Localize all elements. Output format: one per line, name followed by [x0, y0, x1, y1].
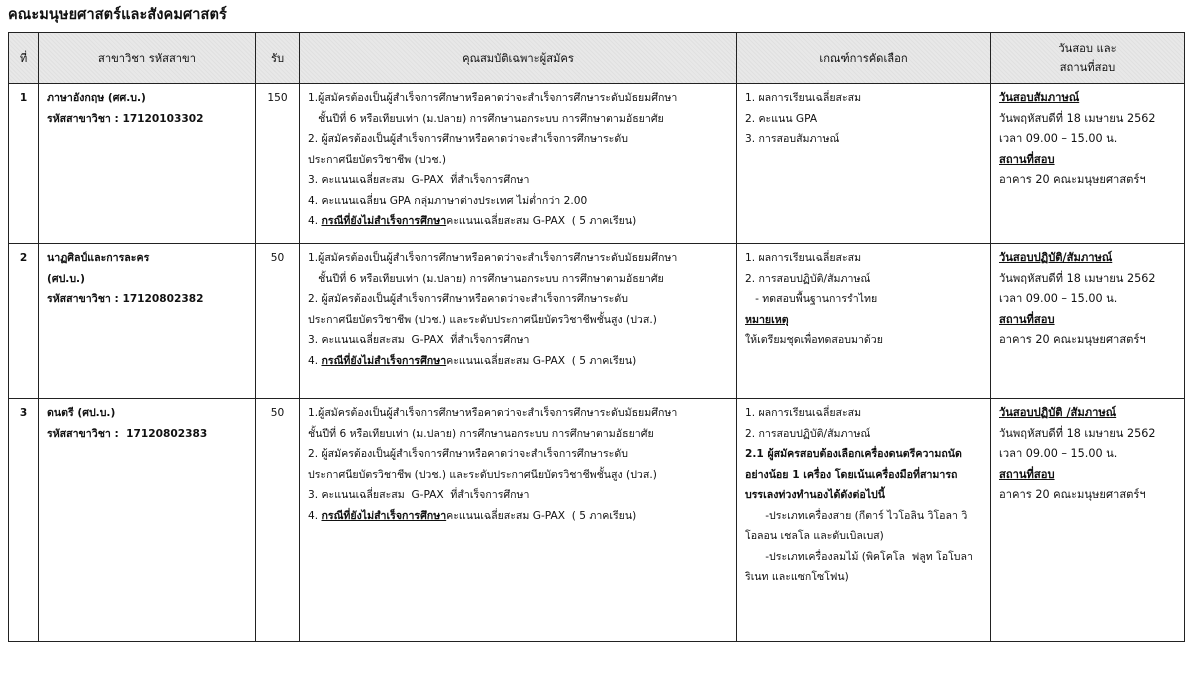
qual-line: ประกาศนียบัตรวิชาชีพ (ปวช.) และระดับประกาศนียบัตรวิชาชีพชั้นสูง (ปวส.)	[308, 313, 657, 326]
criteria-line: 2. การสอบปฏิบัติ/สัมภาษณ์	[745, 272, 871, 285]
qualifications-cell	[300, 244, 737, 399]
program-code: รหัสสาขาวิชา : 17120802383	[47, 427, 208, 440]
qual-last-rest: คะแนนเฉลี่ยสะสม G-PAX ( 5 ภาคเรียน)	[446, 354, 637, 367]
admission-table	[8, 32, 1185, 642]
qual-line: 3. คะแนนเฉลี่ยสะสม G-PAX ที่สำเร็จการศึกษา	[308, 334, 530, 346]
qual-last-underlined: กรณีที่ยังไม่สำเร็จการศึกษา	[321, 509, 447, 522]
qualifications-cell	[300, 84, 737, 244]
header-exam-line1: วันสอบ และ	[1058, 42, 1117, 55]
qual-line: 2. ผู้สมัครต้องเป็นผู้สำเร็จการศึกษาหรือคาดว่าจะสำเร็จการศึกษาระดับ	[308, 293, 628, 305]
program-name: นาฏศิลป์และการละคร	[47, 252, 150, 264]
row-number: 1	[9, 84, 39, 244]
program-sub: (ศป.บ.)	[47, 272, 85, 285]
criteria-line: 3. การสอบสัมภาษณ์	[745, 133, 840, 145]
exam-time: เวลา 09.00 – 15.00 น.	[999, 132, 1118, 145]
exam-date: วันพฤหัสบดีที่ 18 เมษายน 2562	[999, 271, 1156, 285]
exam-place-heading: สถานที่สอบ	[999, 312, 1055, 326]
qual-line: ชั้นปีที่ 6 หรือเทียบเท่า (ม.ปลาย) การศึกษานอกระบบ การศึกษาตามอัธยาศัย	[308, 272, 664, 285]
header-exam-line2: สถานที่สอบ	[1059, 61, 1116, 74]
exam-place: อาคาร 20 คณะมนุษยศาสตร์ฯ	[999, 488, 1146, 501]
quota-cell: 50	[256, 244, 300, 399]
header-qualifications: คุณสมบัติเฉพาะผู้สมัคร	[300, 33, 737, 84]
exam-heading: วันสอบปฏิบัติ /สัมภาษณ์	[999, 406, 1117, 419]
qual-line-last	[308, 211, 730, 232]
criteria-bold-line: 2.1 ผู้สมัครสอบต้องเลือกเครื่องดนตรีความถนัด	[745, 448, 962, 460]
qual-line: ประกาศนียบัตรวิชาชีพ (ปวช.)	[308, 153, 447, 166]
exam-place-heading: สถานที่สอบ	[999, 467, 1055, 481]
program-name: ภาษาอังกฤษ (ศศ.บ.)	[47, 92, 146, 104]
qualifications-cell	[300, 399, 737, 642]
qual-line: 2. ผู้สมัครต้องเป็นผู้สำเร็จการศึกษาหรือคาดว่าจะสำเร็จการศึกษาระดับ	[308, 448, 628, 460]
exam-place-heading: สถานที่สอบ	[999, 152, 1055, 166]
table-row	[9, 399, 1185, 642]
criteria-cell	[737, 244, 991, 399]
qual-line: 3. คะแนนเฉลี่ยสะสม G-PAX ที่สำเร็จการศึกษา	[308, 174, 530, 186]
criteria-more-line: ริเนท และแซกโซโฟน)	[745, 571, 849, 583]
header-program: สาขาวิชา รหัสสาขา	[39, 33, 256, 84]
criteria-line: - ทดสอบพื้นฐานการรำไทย	[745, 293, 878, 305]
criteria-line: 2. การสอบปฏิบัติ/สัมภาษณ์	[745, 427, 871, 440]
qual-line: ชั้นปีที่ 6 หรือเทียบเท่า (ม.ปลาย) การศึกษานอกระบบ การศึกษาตามอัธยาศัย	[308, 427, 654, 440]
program-cell	[39, 244, 256, 399]
quota-cell: 150	[256, 84, 300, 244]
qual-last-underlined: กรณีที่ยังไม่สำเร็จการศึกษา	[321, 354, 447, 367]
program-code: รหัสสาขาวิชา : 17120802382	[47, 293, 204, 305]
qual-last-rest: คะแนนเฉลี่ยสะสม G-PAX ( 5 ภาคเรียน)	[446, 215, 637, 227]
qual-last-prefix: 4.	[308, 354, 322, 367]
qual-line: 1.ผู้สมัครต้องเป็นผู้สำเร็จการศึกษาหรือคาดว่าจะสำเร็จการศึกษาระดับมัธยมศึกษา	[308, 92, 678, 104]
criteria-cell	[737, 84, 991, 244]
criteria-more-line: -ประเภทเครื่องลมไม้ (พิคโคโล ฟลูท โอโบลา	[745, 550, 973, 563]
exam-place: อาคาร 20 คณะมนุษยศาสตร์ฯ	[999, 333, 1146, 346]
qual-line: 3. คะแนนเฉลี่ยสะสม G-PAX ที่สำเร็จการศึกษา	[308, 489, 530, 501]
qual-line: 1.ผู้สมัครต้องเป็นผู้สำเร็จการศึกษาหรือคาดว่าจะสำเร็จการศึกษาระดับมัธยมศึกษา	[308, 252, 678, 264]
qual-line-last	[308, 351, 730, 372]
table-row	[9, 244, 1185, 399]
exam-cell	[991, 244, 1185, 399]
table-header-row	[9, 33, 1185, 84]
exam-heading: วันสอบสัมภาษณ์	[999, 91, 1080, 104]
criteria-note-heading: หมายเหตุ	[745, 313, 789, 326]
exam-date: วันพฤหัสบดีที่ 18 เมษายน 2562	[999, 426, 1156, 440]
qual-line: ชั้นปีที่ 6 หรือเทียบเท่า (ม.ปลาย) การศึกษานอกระบบ การศึกษาตามอัธยาศัย	[308, 112, 664, 125]
qual-last-rest: คะแนนเฉลี่ยสะสม G-PAX ( 5 ภาคเรียน)	[446, 509, 637, 522]
qual-line-last	[308, 506, 730, 527]
program-cell	[39, 399, 256, 642]
qual-line: 2. ผู้สมัครต้องเป็นผู้สำเร็จการศึกษาหรือคาดว่าจะสำเร็จการศึกษาระดับ	[308, 133, 628, 145]
header-no: ที่	[9, 33, 39, 84]
row-number: 3	[9, 399, 39, 642]
criteria-more-line: -ประเภทเครื่องสาย (กีตาร์ ไวโอลิน วิโอลา วิ	[745, 509, 968, 522]
exam-time: เวลา 09.00 – 15.00 น.	[999, 292, 1118, 305]
quota-cell: 50	[256, 399, 300, 642]
criteria-note: ให้เตรียมชุดเพื่อทดสอบมาด้วย	[745, 334, 883, 346]
criteria-cell	[737, 399, 991, 642]
criteria-line: 1. ผลการเรียนเฉลี่ยสะสม	[745, 407, 862, 419]
exam-cell	[991, 84, 1185, 244]
exam-cell	[991, 399, 1185, 642]
header-exam	[991, 33, 1185, 84]
row-number: 2	[9, 244, 39, 399]
criteria-line: 2. คะแนน GPA	[745, 112, 818, 125]
qual-last-prefix: 4.	[308, 215, 322, 227]
criteria-bold-line: บรรเลงท่วงทำนองได้ดังต่อไปนี้	[745, 489, 885, 501]
criteria-line: 1. ผลการเรียนเฉลี่ยสะสม	[745, 252, 862, 264]
header-criteria: เกณฑ์การคัดเลือก	[737, 33, 991, 84]
exam-date: วันพฤหัสบดีที่ 18 เมษายน 2562	[999, 111, 1156, 125]
page-title: คณะมนุษยศาสตร์และสังคมศาสตร์	[8, 7, 227, 23]
qual-line: 4. คะแนนเฉลี่ยน GPA กลุ่มภาษาต่างประเทศ ไม่ต่ำกว่า 2.00	[308, 194, 588, 207]
qual-line: 1.ผู้สมัครต้องเป็นผู้สำเร็จการศึกษาหรือคาดว่าจะสำเร็จการศึกษาระดับมัธยมศึกษา	[308, 407, 678, 419]
criteria-more-line: โอลอน เชลโล และดับเบิลเบส)	[745, 530, 884, 542]
exam-heading: วันสอบปฏิบัติ/สัมภาษณ์	[999, 251, 1113, 264]
exam-place: อาคาร 20 คณะมนุษยศาสตร์ฯ	[999, 173, 1146, 186]
criteria-bold-line: อย่างน้อย 1 เครื่อง โดยเน้นเครื่องมือที่สามารถ	[745, 468, 958, 481]
criteria-line: 1. ผลการเรียนเฉลี่ยสะสม	[745, 92, 862, 104]
table-row	[9, 84, 1185, 244]
program-cell	[39, 84, 256, 244]
program-code: รหัสสาขาวิชา : 17120103302	[47, 112, 204, 125]
exam-time: เวลา 09.00 – 15.00 น.	[999, 447, 1118, 460]
qual-last-prefix: 4.	[308, 509, 322, 522]
header-quota: รับ	[256, 33, 300, 84]
qual-last-underlined: กรณีที่ยังไม่สำเร็จการศึกษา	[321, 215, 447, 227]
qual-line: ประกาศนียบัตรวิชาชีพ (ปวช.) และระดับประกาศนียบัตรวิชาชีพชั้นสูง (ปวส.)	[308, 468, 657, 481]
program-name: ดนตรี (ศป.บ.)	[47, 407, 116, 419]
